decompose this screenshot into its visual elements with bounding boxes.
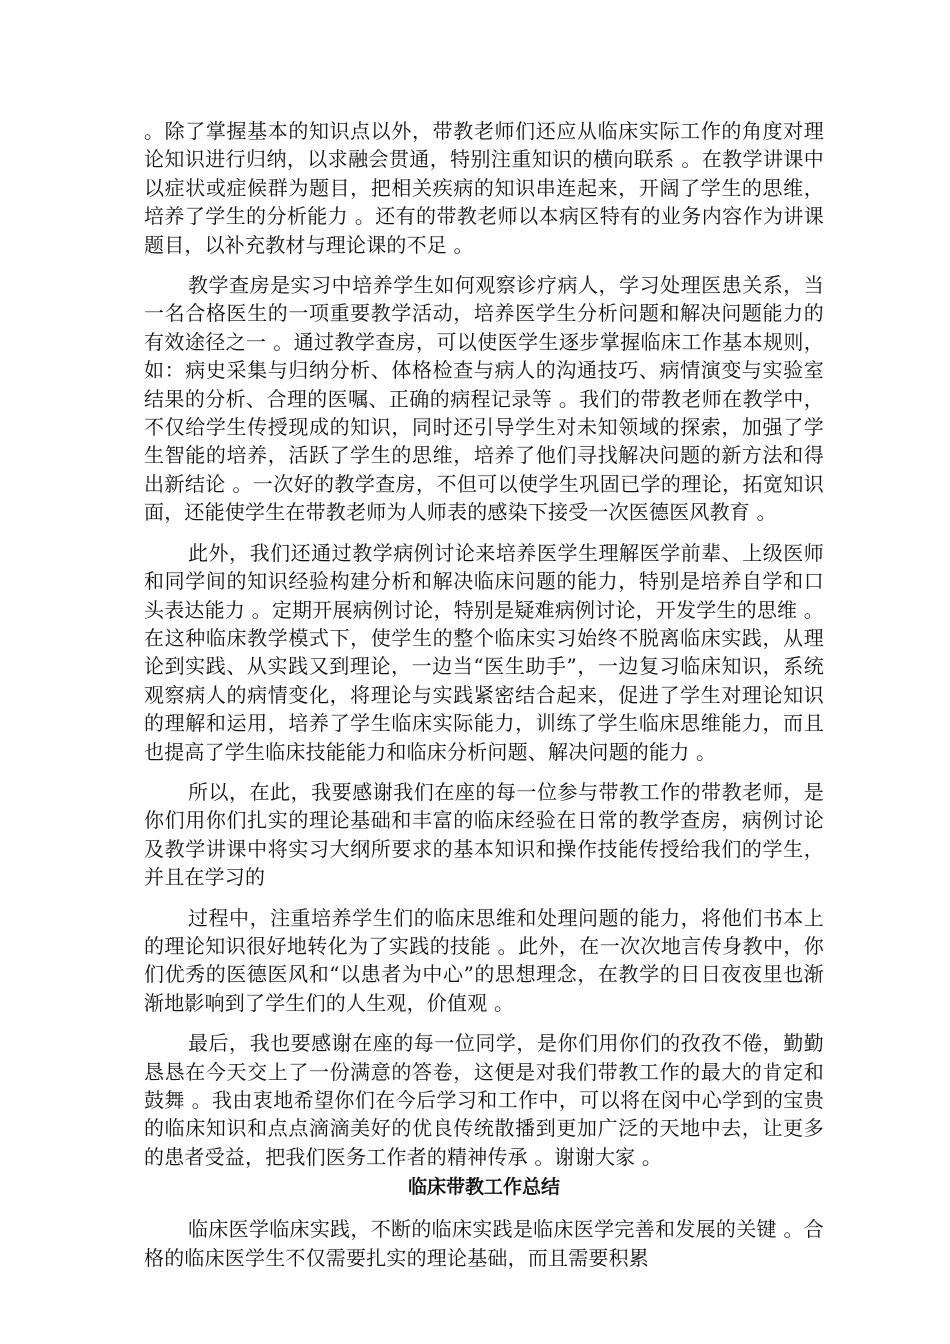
paragraph-case-discussion: 此外，我们还通过教学病例讨论来培养医学生理解医学前辈、上级医师和同学间的知识经验构建分析和解决临床问题的能力，特别是培养自学和口头表达能力 。定期开展病例讨论，特别是疑难病例讨论，开发学生的思维 。在这种临床教学模式下，使学生的整个临床实习始终不脱离临床实践，从理论到实践、从实践又到理论，一边当“医生助手”，一边复习临床知识，系统观察病人的病情变化，将理论与实践紧密结合起来，促进了学生对理论知识的理解和运用，培养了学生临床实际能力，训练了学生临床思维能力，而且也提高了学生临床技能能力和临床分析问题、解决问题的能力 。 <box>144 540 824 764</box>
section-title: 临床带教工作总结 <box>407 1176 560 1199</box>
document-page <box>144 117 824 1272</box>
paragraph-intro: 。除了掌握基本的知识点以外，带教老师们还应从临床实际工作的角度对理论知识进行归纳，以求融会贯通，特别注重知识的横向联系 。在教学讲课中以症状或症候群为题目，把相关疾病的知识串连起来，开阔了学生的思维，培养了学生的分析能力 。还有的带教老师以本病区特有的业务内容作为讲课题目，以补充教材与理论课的不足 。 <box>144 119 824 257</box>
paragraph-thanks-teachers-cont: 过程中，注重培养学生们的临床思维和处理问题的能力，将他们书本上的理论知识很好地转化为了实践的技能 。此外，在一次次地言传身教中，你们优秀的医德医风和“以患者为中心”的思想理念，在教学的日日夜夜里也渐渐地影响到了学生们的人生观，价值观 。 <box>144 905 824 1015</box>
paragraph-thanks-students: 最后，我也要感谢在座的每一位同学，是你们用你们的孜孜不倦，勤勤恳恳在今天交上了一份满意的答卷，这便是对我们带教工作的最大的肯定和鼓舞 。我由衷地希望你们在今后学习和工作中，可以将在闵中心学到的宝贵的临床知识和点点滴滴美好的优良传统散播到更加广泛的天地中去，让更多的患者受益，把我们医务工作者的精神传承 。谢谢大家 。 <box>144 1031 824 1169</box>
paragraph-summary-start: 临床医学临床实践，不断的临床实践是临床医学完善和发展的关键 。合格的临床医学生不仅需要扎实的理论基础，而且需要积累 <box>144 1217 824 1270</box>
paragraph-teaching-rounds: 教学查房是实习中培养学生如何观察诊疗病人，学习处理医患关系，当一名合格医生的一项重要教学活动，培养医学生分析问题和解决问题能力的有效途径之一 。通过教学查房，可以使医学生逐步掌握临床工作基本规则，如：病史采集与归纳分析、体格检查与病人的沟通技巧、病情演变与实验室结果的分析、合理的医嘱、正确的病程记录等 。我们的带教老师在教学中，不仅给学生传授现成的知识，同时还引导学生对未知领域的探索，加强了学生智能的培养，活跃了学生的思维，培养了他们寻找解决问题的新方法和得出新结论 。一次好的教学查房，不但可以使学生巩固已学的理论，拓宽知识面，还能使学生在带教老师为人师表的感染下接受一次医德医风教育 。 <box>144 273 824 525</box>
paragraph-thanks-teachers: 所以，在此，我要感谢我们在座的每一位参与带教工作的带教老师，是你们用你们扎实的理论基础和丰富的临床经验在日常的教学查房，病例讨论及教学讲课中将实习大纲所要求的基本知识和操作技能传授给我们的学生，并且在学习的 <box>144 779 824 890</box>
